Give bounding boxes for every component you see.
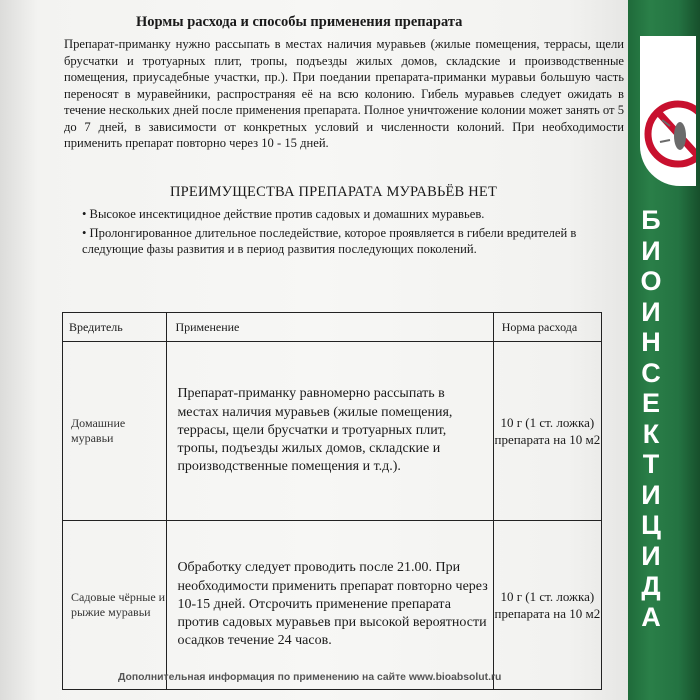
application-table — [62, 312, 602, 690]
side-text-letter: Т — [642, 449, 660, 479]
norm-cell: 10 г (1 ст. ложка) препарата на 10 м2 — [493, 521, 601, 690]
usage-heading: Нормы расхода и способы применения препарата — [136, 14, 463, 30]
norm-cell: 10 г (1 ст. ложка) препарата на 10 м2 — [493, 342, 601, 521]
use-cell: Препарат-приманку равномерно рассыпать в местах наличия муравьев (жилые помещения, террасы, щели брусчатки и тротуарных плит, тропы, подъезды жилых домов, складские и производственные помещения и т.д.). — [167, 342, 493, 521]
side-text-letter: И — [641, 479, 661, 510]
footer-website-note: Дополнительная информация по применению на сайте www.bioabsolut.ru — [118, 672, 502, 683]
table-row — [63, 521, 602, 690]
header-pest: Вредитель — [63, 313, 167, 342]
use-cell: Обработку следует проводить после 21.00. При необходимости применить препарат повторно через 10-15 дней. Отсрочить применение препарата против садовых муравьев при высокой вероятности осадков течение 24 часов. — [167, 521, 493, 690]
side-text-letter: И — [641, 296, 661, 327]
side-text-letter: Е — [641, 388, 660, 418]
advantages-heading: ПРЕИМУЩЕСТВА ПРЕПАРАТА МУРАВЬЁВ НЕТ — [170, 184, 498, 200]
advantage-item: • Высокое инсектицидное действие против садовых и домашних муравьев. — [82, 207, 485, 221]
pest-cell: Садовые чёрные и рыжие муравьи — [63, 521, 167, 690]
side-text-letter: Н — [641, 327, 661, 357]
table-header-row — [63, 313, 602, 342]
usage-intro — [64, 36, 624, 152]
side-vertical-text — [636, 205, 666, 632]
side-text-letter: И — [641, 540, 661, 571]
table-row — [63, 342, 602, 521]
usage-intro-text: Препарат-приманку нужно рассыпать в местах наличия муравьев (жилые помещения, террасы, щели брусчатки и тротуарных плит, тропы, подъезды жилых домов, складские и производственные помещения, приусадебные участки, пр.). При поедании препарата-приманки муравьи большую часть переносят в муравейники, распространяя её на всю колонию. Гибель муравьев следует ожидать в течение нескольких дней после применения препарата. Полное уничтожение колонии может занять от 5 до 7 дней, в зависимости от конкретных условий и численности колоний. При необходимости применить препарат повторно через 10 - 15 дней. — [64, 37, 624, 150]
side-text-letter: О — [640, 266, 662, 296]
side-text-letter: К — [642, 418, 660, 449]
side-text-letter: А — [641, 601, 661, 632]
header-use: Применение — [167, 313, 493, 342]
header-norm: Норма расхода — [493, 313, 601, 342]
side-text-letter: Д — [641, 571, 661, 601]
advantage-item: • Пролонгированное длительное последействие, которое проявляется в гибели вредителей в следующие фазы развития и в период развития последующих поколений. — [82, 225, 577, 256]
side-text-letter: С — [641, 357, 661, 388]
side-text-letter: И — [641, 235, 661, 266]
advantages-list — [82, 206, 630, 260]
pest-cell: Домашние муравьи — [63, 342, 167, 521]
side-text-letter: Б — [641, 205, 661, 235]
side-text-letter: Ц — [641, 510, 661, 540]
no-insects-prohibition-icon — [640, 36, 696, 186]
